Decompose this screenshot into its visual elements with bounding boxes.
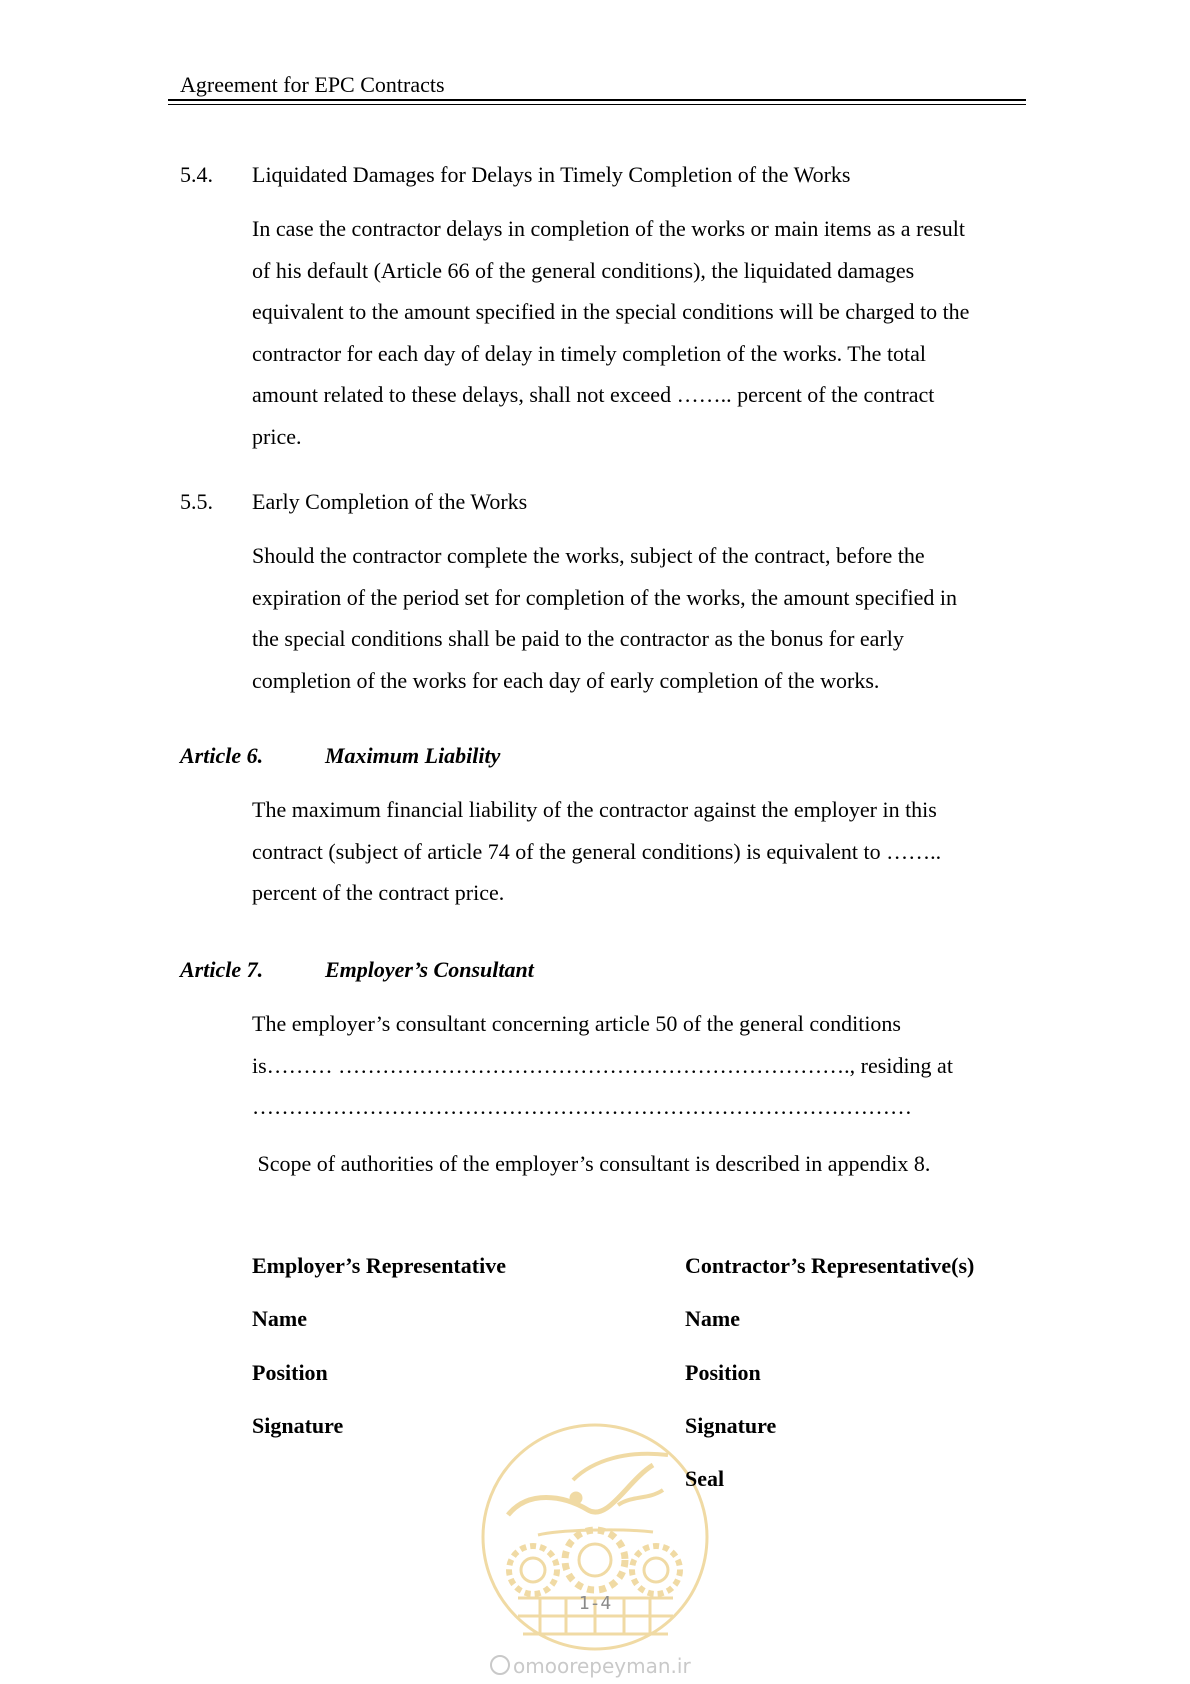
section-title: Early Completion of the Works: [252, 489, 528, 514]
text-line: expiration of the period set for completion of the works, the amount specified in: [252, 584, 958, 610]
contractor-seal-label: Seal: [685, 1466, 725, 1491]
text-line: ………………………………………………………………………………: [252, 1094, 912, 1120]
employer-representative-heading: Employer’s Representative: [252, 1253, 506, 1278]
text-line: The maximum financial liability of the contractor against the employer in this: [252, 797, 937, 822]
article-title: Maximum Liability: [325, 743, 501, 768]
watermark-seal-logo: [478, 1420, 712, 1654]
article-number: Article 6.: [180, 743, 264, 768]
text-line: amount related to these delays, shall not exceed …….. percent of the contract: [252, 382, 935, 408]
text-line: price.: [252, 423, 302, 449]
text-line: the special conditions shall be paid to the contractor as the bonus for early: [252, 626, 904, 652]
section-number: 5.5.: [180, 489, 213, 514]
text-line: In case the contractor delays in completion of the works or main items as a result: [252, 216, 965, 241]
globe-icon: [490, 1655, 510, 1675]
article-7-scope: Scope of authorities of the employer’s consultant is described in appendix 8.: [252, 1151, 931, 1176]
text-line: percent of the contract price.: [252, 880, 505, 906]
employer-signature-label: Signature: [252, 1413, 344, 1438]
text-line: of his default (Article 66 of the general conditions), the liquidated damages: [252, 257, 915, 283]
contractor-position-label: Position: [685, 1360, 761, 1385]
text-line: contractor for each day of delay in timely completion of the works. The total: [252, 340, 927, 366]
contractor-name-label: Name: [685, 1306, 740, 1331]
watermark-url: [490, 1654, 691, 1678]
running-header: Agreement for EPC Contracts: [180, 72, 445, 97]
article-number: Article 7.: [180, 957, 264, 982]
watermark-text: omoorepeyman.ir: [513, 1654, 691, 1678]
section-5-4-body: [252, 208, 1042, 458]
page-number: 1-4: [578, 1593, 612, 1614]
text-line: is……… ……………………………………………………………., residing at: [252, 1052, 953, 1078]
employer-position-label: Position: [252, 1360, 328, 1385]
text-line: The employer’s consultant concerning article 50 of the general conditions: [252, 1011, 901, 1036]
article-6-body: [252, 789, 1042, 914]
contractor-representative-heading: Contractor’s Representative(s): [685, 1253, 975, 1278]
text-line: contract (subject of article 74 of the general conditions) is equivalent to ……..: [252, 838, 942, 864]
text-line: equivalent to the amount specified in the special conditions will be charged to the: [252, 299, 970, 325]
header-rule: [168, 99, 1026, 105]
text-line: completion of the works for each day of early completion of the works.: [252, 667, 880, 693]
section-title: Liquidated Damages for Delays in Timely Completion of the Works: [252, 162, 851, 187]
article-7-body: [252, 1003, 1042, 1128]
article-title: Employer’s Consultant: [325, 957, 534, 982]
employer-name-label: Name: [252, 1306, 307, 1331]
section-number: 5.4.: [180, 162, 213, 187]
section-5-5-body: [252, 535, 1042, 701]
text-line: Should the contractor complete the works, subject of the contract, before the: [252, 543, 925, 568]
contractor-signature-label: Signature: [685, 1413, 777, 1438]
